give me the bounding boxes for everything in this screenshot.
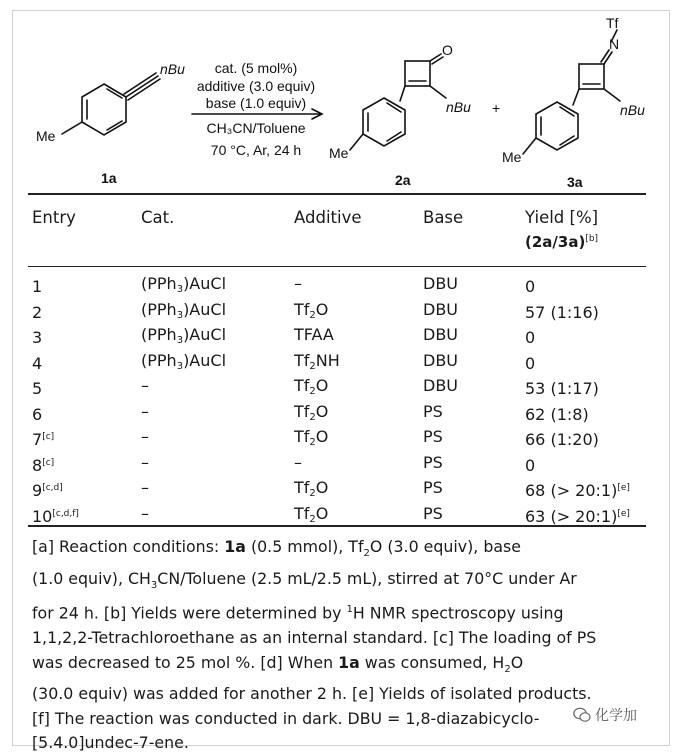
footnote-line: for 24 h. [b] Yields were determined by $^1$H NMR spectroscopy using	[32, 603, 564, 623]
cell-yield: 0	[525, 328, 536, 347]
cell-entry: 3	[32, 328, 43, 347]
cell-base: PS	[423, 401, 443, 421]
cell-catalyst: (PPh$_3$)AuCl	[141, 299, 227, 321]
cell-additive: –	[294, 452, 302, 472]
cell-base: DBU	[423, 274, 459, 293]
table-row	[0, 476, 680, 500]
footnote-line: was decreased to 25 mol %. [d] When 1a was consumed, $H_2O$	[32, 652, 524, 675]
cell-entry: 4	[32, 353, 43, 373]
cell-entry: 10[c,d,f]	[32, 506, 79, 526]
header-yield-footnote-mark: [b]	[585, 234, 599, 244]
p2-nbu-label: nBu	[620, 102, 645, 118]
cell-yield: 68 (> 20:1)[e]	[525, 481, 630, 500]
cell-yield: 66 (1:20)	[525, 430, 599, 449]
cell-additive: –	[294, 274, 302, 293]
watermark	[573, 705, 637, 725]
cell-entry: 2	[32, 302, 43, 322]
cell-yield: 63 (> 20:1)[e]	[525, 506, 630, 526]
watermark-text: 化学加	[595, 708, 637, 724]
sm-nbu-label: nBu	[160, 61, 185, 77]
cell-yield: 0	[525, 455, 536, 475]
condition-additive: additive (3.0 equiv)	[196, 78, 316, 94]
cell-additive: $Tf_2O$	[294, 376, 329, 397]
cell-catalyst: (PPh$_3$)AuCl	[141, 274, 227, 295]
sm-compound-label: 1a	[101, 170, 117, 186]
cell-catalyst: (PPh$_3$)AuCl	[141, 350, 227, 372]
table-row	[0, 323, 680, 347]
cell-entry: 7[c]	[32, 430, 55, 449]
condition-base: base (1.0 equiv)	[205, 95, 307, 111]
table-row	[0, 451, 680, 475]
table-row	[0, 298, 680, 322]
footnote-line: (1.0 equiv), $CH_3CN$/Toluene (2.5 mL/2.5 mL), stirred at 70°C under Ar	[32, 568, 577, 591]
header-yield: Yield [%]	[525, 208, 599, 227]
cell-catalyst: –	[141, 478, 149, 497]
cell-catalyst: –	[141, 376, 149, 395]
condition-catalyst: cat. (5 mol%)	[214, 60, 298, 76]
cell-base: PS	[423, 452, 443, 472]
cell-additive: $Tf_2O$	[294, 478, 329, 499]
p1-oxygen-atom: O	[442, 42, 453, 58]
header-yield-ratio	[525, 233, 598, 251]
cell-entry: 9[c,d]	[32, 481, 63, 500]
p2-compound-label: 3a	[567, 174, 583, 190]
cell-entry: 1	[32, 277, 43, 296]
cell-entry: 5	[32, 379, 43, 398]
table-row	[0, 400, 680, 424]
header-catalyst: Cat.	[141, 208, 175, 227]
cell-additive: $Tf_2O$	[294, 427, 329, 448]
p1-nbu-label: nBu	[446, 99, 471, 115]
p1-me-label: Me	[329, 145, 349, 161]
footnote-line: 1,1,2,2-Tetrachloroethane as an internal standard. [c] The loading of PS	[32, 628, 597, 648]
condition-temperature: 70 °C, Ar, 24 h	[210, 142, 302, 158]
table-row	[0, 349, 680, 373]
plus-sign: +	[492, 100, 501, 116]
cell-yield: 57 (1:16)	[525, 302, 599, 322]
cell-base: PS	[423, 427, 443, 446]
cell-catalyst: –	[141, 427, 149, 446]
table-row	[0, 272, 680, 296]
table-row	[0, 502, 680, 526]
table-header-rule	[28, 266, 646, 267]
table-row	[0, 425, 680, 449]
p2-nitrogen-atom: N	[609, 36, 620, 52]
cell-catalyst: –	[141, 452, 149, 472]
p2-tf-group: Tf	[606, 15, 619, 31]
reaction-scheme	[0, 0, 680, 192]
cell-entry: 8[c]	[32, 455, 55, 475]
cell-additive: $Tf_2O$	[294, 503, 329, 525]
p1-compound-label: 2a	[395, 172, 411, 188]
cell-base: PS	[423, 503, 443, 523]
table-bottom-rule	[28, 525, 646, 527]
cell-yield: 0	[525, 277, 536, 296]
header-yield-ratio-text: (2a/3a)	[525, 233, 586, 251]
cell-catalyst: –	[141, 503, 149, 523]
footnote-line: [f] The reaction was conducted in dark. DBU = 1,8-diazabicyclo-	[32, 708, 540, 728]
p2-me-label: Me	[502, 149, 522, 165]
cell-base: DBU	[423, 350, 459, 370]
footnote-line: [a] Reaction conditions: 1a (0.5 mmol), $Tf_2O$ (3.0 equiv), base	[32, 537, 522, 560]
table-row	[0, 374, 680, 398]
sm-me-label: Me	[36, 128, 56, 144]
footnotes	[32, 535, 652, 756]
cell-base: DBU	[423, 299, 459, 319]
footnote-line: (30.0 equiv) was added for another 2 h. [e] Yields of isolated products.	[32, 684, 592, 704]
cell-base: DBU	[423, 325, 459, 344]
cell-catalyst: –	[141, 401, 149, 421]
cell-base: PS	[423, 478, 443, 497]
cell-base: DBU	[423, 376, 459, 395]
cell-yield: 0	[525, 353, 536, 373]
condition-solvent: CH₃CN/Toluene	[206, 120, 306, 136]
cell-catalyst: (PPh$_3$)AuCl	[141, 325, 227, 346]
header-base: Base	[423, 208, 464, 227]
cell-additive: $Tf_2NH$	[294, 350, 340, 372]
cell-entry: 6	[32, 404, 43, 424]
header-additive: Additive	[294, 208, 362, 227]
cell-additive: $Tf_2O$	[294, 299, 329, 321]
cell-additive: TFAA	[294, 325, 334, 344]
header-entry: Entry	[32, 208, 76, 227]
cell-additive: $Tf_2O$	[294, 401, 329, 423]
cell-yield: 53 (1:17)	[525, 379, 599, 398]
table-top-rule	[28, 193, 646, 195]
wechat-icon	[573, 707, 591, 723]
footnote-line: [5.4.0]undec-7-ene.	[32, 733, 189, 753]
cell-yield: 62 (1:8)	[525, 404, 589, 424]
